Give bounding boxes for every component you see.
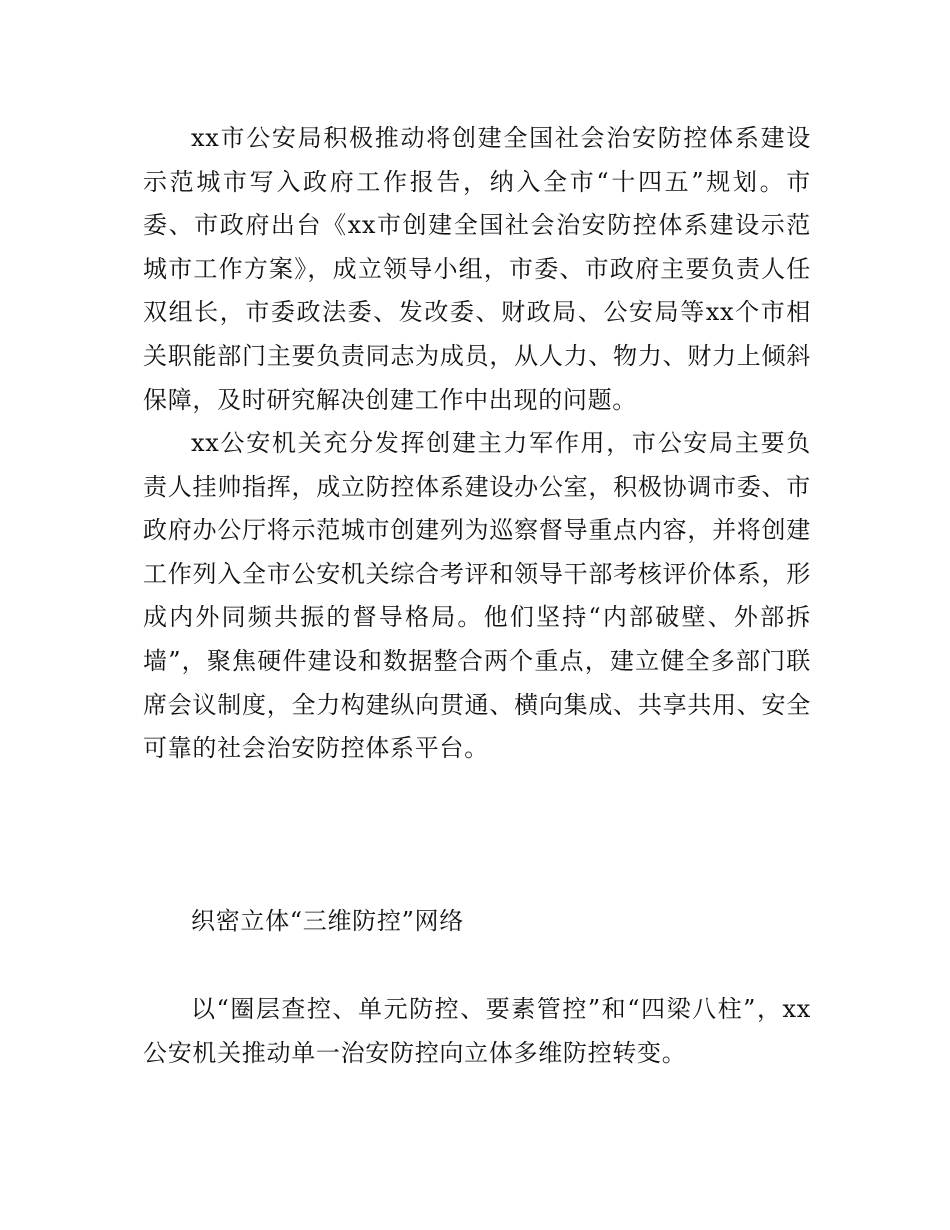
body-paragraph: xx市公安局积极推动将创建全国社会治安防控体系建设示范城市写入政府工作报告，纳入全市“十四五”规划。市委、市政府出台《xx市创建全国社会治安防控体系建设示范城市工作方案》，成立领导小组，市委、市政府主要负责人任双组长，市委政法委、发改委、财政局、公安局等xx个市相关职能部门主要负责同志为成员，从人力、物力、财力上倾斜保障，及时研究解决创建工作中出现的问题。 <box>143 124 811 414</box>
body-paragraph: xx公安机关充分发挥创建主力军作用，市公安局主要负责人挂帅指挥，成立防控体系建设办公室，积极协调市委、市政府办公厅将示范城市创建列为巡察督导重点内容，并将创建工作列入全市公安机关综合考评和领导干部考核评价体系，形成内外同频共振的督导格局。他们坚持“内部破壁、外部拆墙”，聚焦硬件建设和数据整合两个重点，建立健全多部门联席会议制度，全力构建纵向贯通、横向集成、共享共用、安全可靠的社会治安防控体系平台。 <box>143 429 811 763</box>
section-heading: 织密立体“三维防控”网络 <box>191 907 464 935</box>
section-paragraph: 以“圈层查控、单元防控、要素管控”和“四梁八柱”，xx公安机关推动单一治安防控向立体多维防控转变。 <box>143 995 811 1067</box>
